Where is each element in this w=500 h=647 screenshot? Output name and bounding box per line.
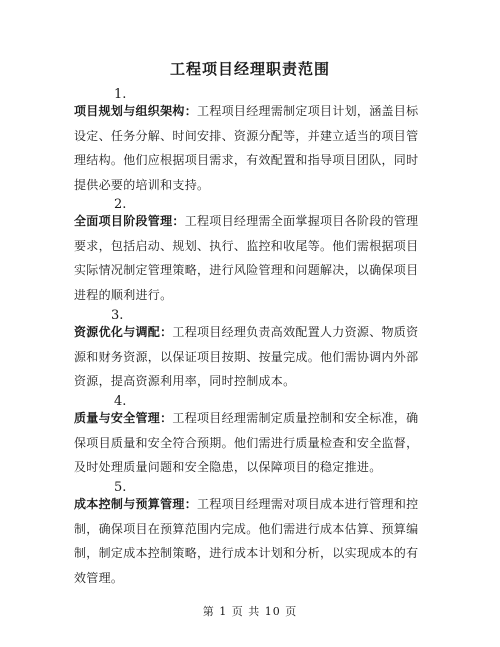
page-footer: 第 1 页 共 10 页 xyxy=(202,605,298,618)
section-paragraph xyxy=(74,492,430,590)
section-number: 2. xyxy=(114,197,127,212)
document-title: 工程项目经理职责范围 xyxy=(169,60,330,78)
section-paragraph xyxy=(74,209,430,307)
section-heading: 质量与安全管理： xyxy=(74,411,173,425)
section-body: 工程项目经理负责高效配置人力资源、物质资源和财务资源，以保证项目按期、按量完成。他们需协调内外部资源，提高资源利用率，同时控制成本。 xyxy=(74,325,419,388)
section-heading: 项目规划与组织架构： xyxy=(74,104,198,118)
section-paragraph xyxy=(74,320,430,394)
section-heading: 全面项目阶段管理： xyxy=(74,214,185,228)
section-body: 工程项目经理需制定项目计划，涵盖目标设定、任务分解、时间安排、资源分配等，并建立适当的项目管理结构。他们应根据项目需求，有效配置和指导项目团队，同时提供必要的培训和支持。 xyxy=(74,104,419,192)
section-heading: 成本控制与预算管理： xyxy=(74,497,198,511)
section-number: 3. xyxy=(111,308,124,323)
section-body: 工程项目经理需对项目成本进行管理和控制，确保项目在预算范围内完成。他们需进行成本估算、预算编制，制定成本控制策略，进行成本计划和分析，以实现成本的有效管理。 xyxy=(74,497,419,585)
section-body: 工程项目经理需全面掌握项目各阶段的管理要求，包括启动、规划、执行、监控和收尾等。他们需根据项目实际情况制定管理策略，进行风险管理和问题解决，以确保项目进程的顺利进行。 xyxy=(74,214,419,302)
section-paragraph xyxy=(74,99,430,197)
section-number: 5. xyxy=(114,480,127,495)
section-number: 1. xyxy=(114,87,127,102)
section-body: 工程项目经理需制定质量控制和安全标准，确保项目质量和安全符合预期。他们需进行质量检查和安全监督，及时处理质量问题和安全隐患，以保障项目的稳定推进。 xyxy=(74,411,419,474)
section-number: 4. xyxy=(114,394,127,409)
section-paragraph xyxy=(74,406,430,480)
section-heading: 资源优化与调配： xyxy=(74,325,173,339)
